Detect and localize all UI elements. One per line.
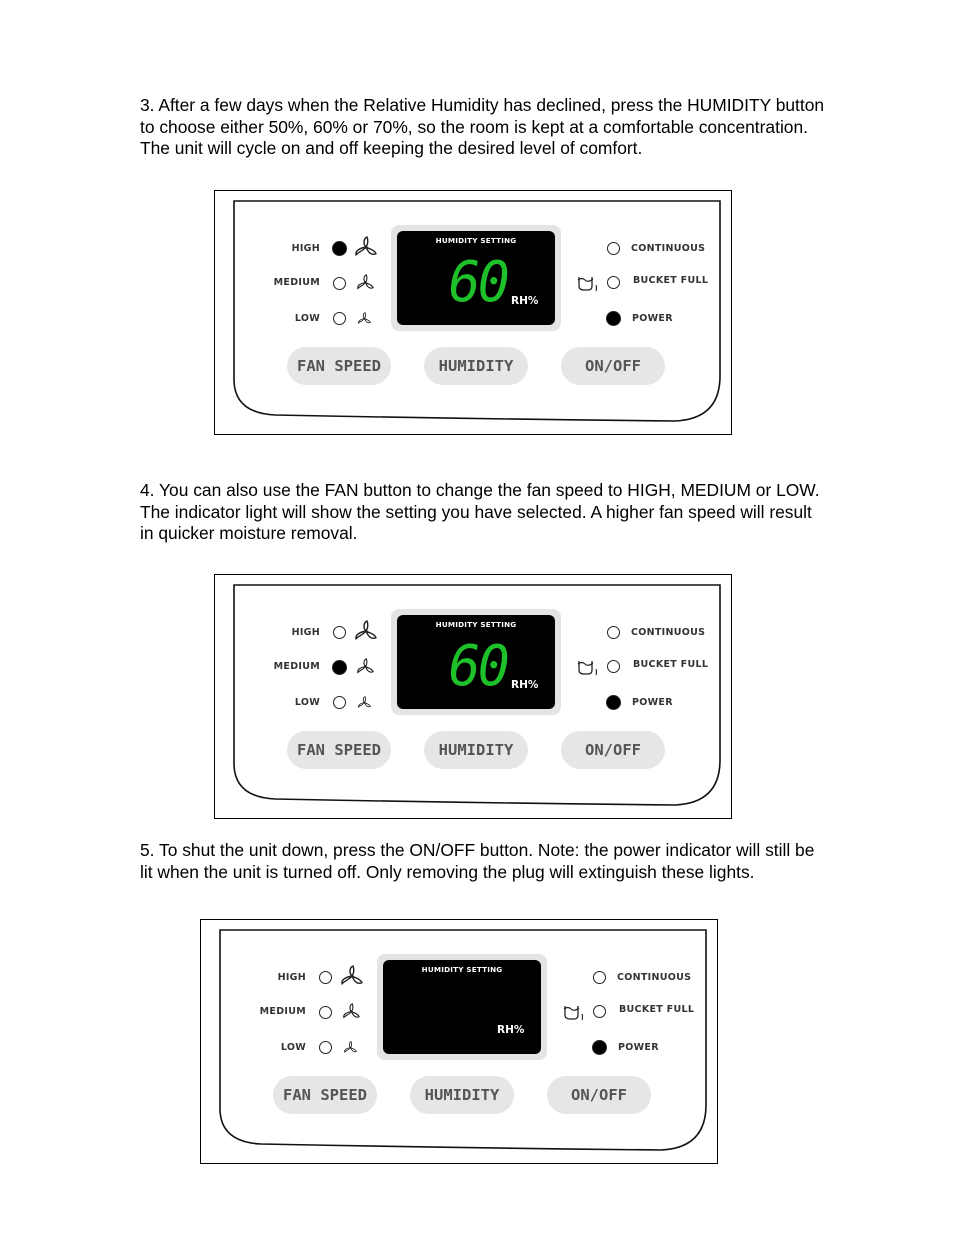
- fan-icon: [357, 658, 374, 680]
- fan-icon: [341, 965, 363, 992]
- fan-icon: [358, 312, 371, 330]
- humidity-display: [391, 225, 561, 331]
- indicator-low: [319, 1041, 332, 1054]
- paragraph-step-3: 3. After a few days when the Relative Humidity has declined, press the HUMIDITY button to choose either 50%, 60% or 70%, so the room is kept at a comfortable concentration. The unit will cycle on and off keeping the desired level of comfort.: [140, 95, 825, 159]
- screen-title: HUMIDITY SETTING: [435, 236, 517, 245]
- label-low: LOW: [294, 697, 320, 708]
- indicator-continuous: [593, 971, 606, 984]
- label-medium: MEDIUM: [273, 661, 320, 672]
- fan-speed-button[interactable]: FAN SPEED: [273, 1076, 377, 1114]
- control-panel-figure: [200, 919, 718, 1164]
- unit-label: RH%: [497, 1024, 525, 1036]
- label-continuous: CONTINUOUS: [631, 243, 706, 254]
- indicator-high: [333, 626, 346, 639]
- indicator-medium: [319, 1006, 332, 1019]
- fan-icon: [358, 696, 371, 714]
- fan-icon: [344, 1041, 357, 1059]
- label-low: LOW: [294, 313, 320, 324]
- label-medium: MEDIUM: [259, 1006, 306, 1017]
- screen-title: HUMIDITY SETTING: [421, 965, 503, 974]
- label-power: POWER: [632, 313, 673, 324]
- paragraph-step-4: 4. You can also use the FAN button to change the fan speed to HIGH, MEDIUM or LOW. The indicator light will show the setting you have selected. A higher fan speed will result in quicker moisture removal.: [140, 480, 820, 544]
- label-power: POWER: [632, 697, 673, 708]
- label-high: HIGH: [277, 972, 306, 983]
- bucket-icon: [562, 1002, 586, 1027]
- unit-label: RH%: [511, 295, 539, 307]
- label-power: POWER: [618, 1042, 659, 1053]
- humidity-button[interactable]: HUMIDITY: [424, 347, 528, 385]
- indicator-bucket-full: [593, 1005, 606, 1018]
- humidity-button[interactable]: HUMIDITY: [424, 731, 528, 769]
- indicator-bucket-full: [607, 276, 620, 289]
- label-bucket-full: BUCKET FULL: [633, 275, 709, 286]
- unit-label: RH%: [511, 679, 539, 691]
- humidity-display: [391, 609, 561, 715]
- fan-icon: [355, 620, 377, 647]
- label-high: HIGH: [291, 243, 320, 254]
- indicator-high: [332, 241, 347, 256]
- control-panel-figure: [214, 574, 732, 819]
- control-panel-figure: [214, 190, 732, 435]
- indicator-power: [606, 311, 621, 326]
- humidity-readout: 60: [448, 250, 507, 315]
- indicator-low: [333, 312, 346, 325]
- humidity-readout: 60: [448, 634, 507, 699]
- fan-speed-button[interactable]: FAN SPEED: [287, 347, 391, 385]
- fan-icon: [343, 1003, 360, 1025]
- bucket-icon: [576, 273, 600, 298]
- indicator-continuous: [607, 626, 620, 639]
- fan-icon: [355, 236, 377, 263]
- indicator-continuous: [607, 242, 620, 255]
- indicator-high: [319, 971, 332, 984]
- indicator-medium: [333, 277, 346, 290]
- label-bucket-full: BUCKET FULL: [619, 1004, 695, 1015]
- label-continuous: CONTINUOUS: [617, 972, 692, 983]
- indicator-low: [333, 696, 346, 709]
- fan-speed-button[interactable]: FAN SPEED: [287, 731, 391, 769]
- humidity-button[interactable]: HUMIDITY: [410, 1076, 514, 1114]
- indicator-power: [592, 1040, 607, 1055]
- screen-title: HUMIDITY SETTING: [435, 620, 517, 629]
- label-low: LOW: [280, 1042, 306, 1053]
- onoff-button[interactable]: ON/OFF: [547, 1076, 651, 1114]
- label-continuous: CONTINUOUS: [631, 627, 706, 638]
- label-medium: MEDIUM: [273, 277, 320, 288]
- label-high: HIGH: [291, 627, 320, 638]
- humidity-display: [377, 954, 547, 1060]
- label-bucket-full: BUCKET FULL: [633, 659, 709, 670]
- fan-icon: [357, 274, 374, 296]
- bucket-icon: [576, 657, 600, 682]
- onoff-button[interactable]: ON/OFF: [561, 347, 665, 385]
- indicator-bucket-full: [607, 660, 620, 673]
- indicator-medium: [332, 660, 347, 675]
- paragraph-step-5: 5. To shut the unit down, press the ON/OFF button. Note: the power indicator will still be lit when the unit is turned off. Only removing the plug will extinguish these lights.: [140, 840, 815, 882]
- indicator-power: [606, 695, 621, 710]
- onoff-button[interactable]: ON/OFF: [561, 731, 665, 769]
